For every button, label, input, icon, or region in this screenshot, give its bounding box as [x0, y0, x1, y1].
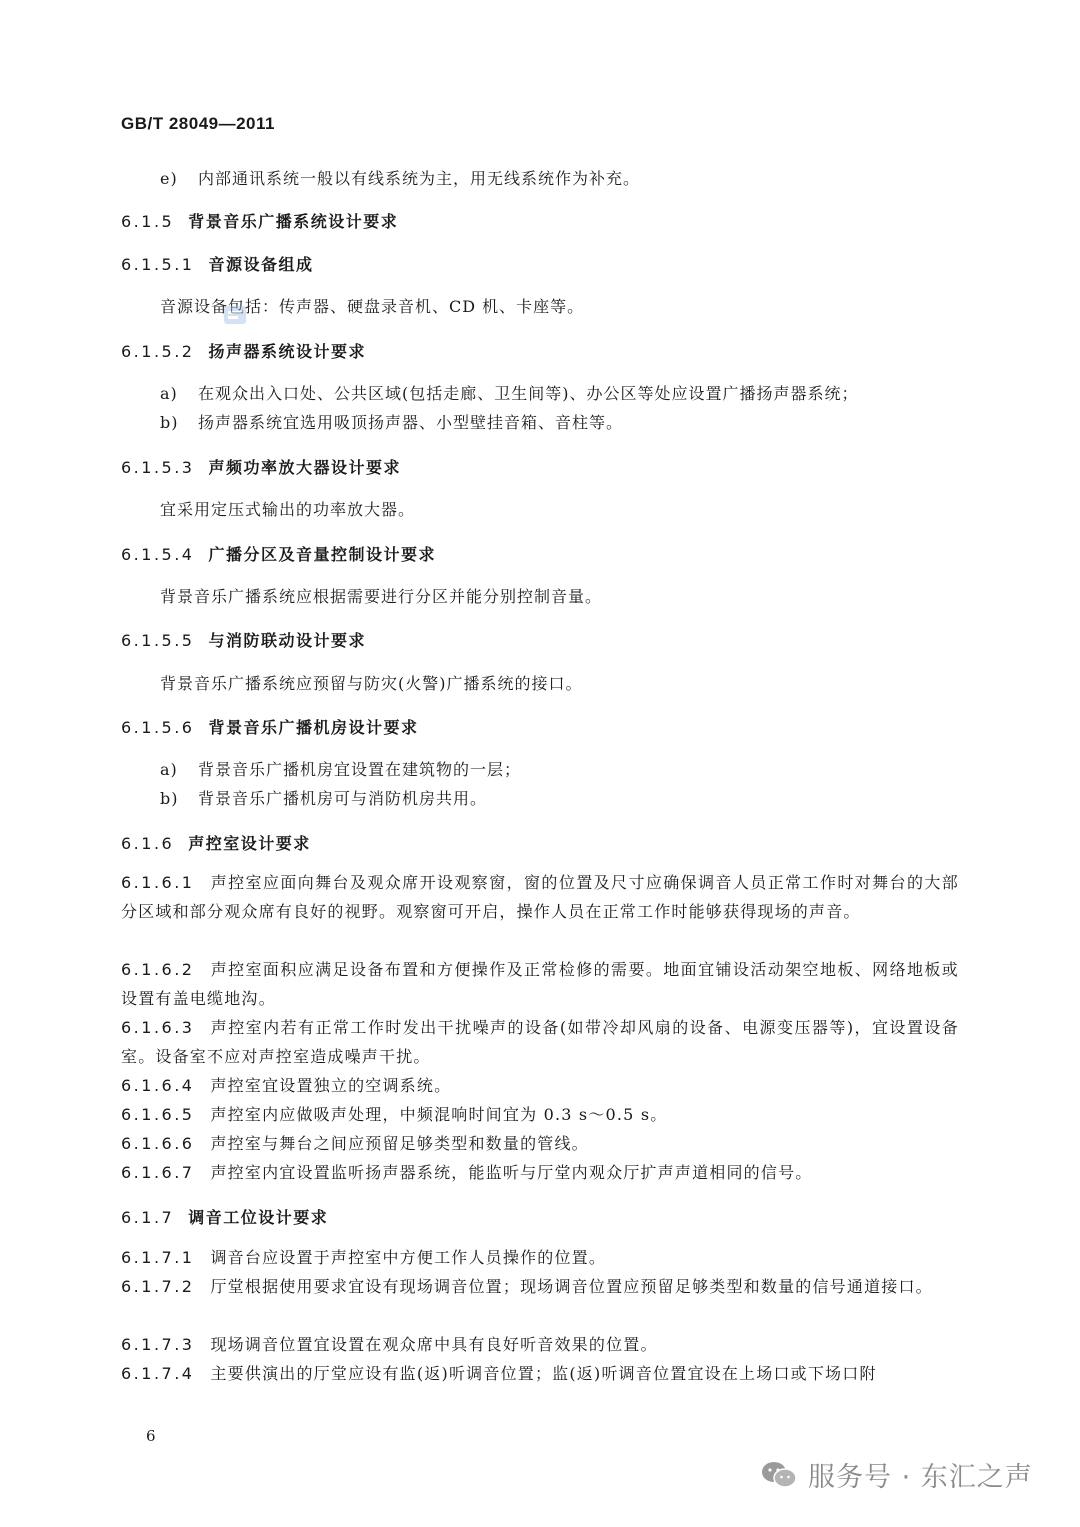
list-item: [160, 166, 640, 189]
wechat-icon: [760, 1460, 798, 1490]
paragraph: 背景音乐广播系统应根据需要进行分区并能分别控制音量。: [160, 587, 603, 606]
section-heading: [121, 252, 314, 275]
clause-number: 6.1.6.3: [121, 1018, 195, 1037]
clause-text: 声控室内宜设置监听扬声器系统，能监听与厅堂内观众厅扩声声道相同的信号。: [210, 1163, 813, 1182]
section-title: 声控室设计要求: [188, 834, 311, 853]
section-title: 音源设备组成: [208, 255, 314, 274]
clause-text: 声控室内应做吸声处理，中频混响时间宜为 0.3 s～0.5 s。: [210, 1105, 668, 1124]
list-item: [160, 410, 623, 433]
standard-number: GB/T 28049—2011: [121, 114, 275, 133]
list-text: 在观众出入口处、公共区域(包括走廊、卫生间等)、办公区等处应设置广播扬声器系统；: [198, 384, 859, 403]
section-heading: [121, 339, 366, 362]
list-label: e): [160, 169, 178, 188]
list-item: [160, 786, 487, 809]
section-heading: [121, 1205, 328, 1228]
clause: [121, 1243, 959, 1272]
clause: [121, 955, 959, 1013]
paragraph: 宜采用定压式输出的功率放大器。: [160, 500, 416, 519]
clause-text: 声控室与舞台之间应预留足够类型和数量的管线。: [210, 1134, 589, 1153]
page-number: 6: [146, 1427, 156, 1445]
clause-number: 6.1.7.2: [121, 1277, 195, 1296]
clause-number: 6.1.6.2: [121, 960, 195, 979]
section-title: 扬声器系统设计要求: [208, 342, 366, 361]
list-text: 扬声器系统宜选用吸顶扬声器、小型壁挂音箱、音柱等。: [198, 413, 624, 432]
clause: [121, 1158, 959, 1187]
list-label: b): [160, 789, 179, 808]
clause-text: 声控室应面向舞台及观众席开设观察窗，窗的位置及尺寸应确保调音人员正常工作时对舞台的大部分区域和部分观众席有良好的视野。观察窗可开启，操作人员在正常工作时能够获得现场的声音。: [121, 873, 959, 921]
watermark: [760, 1455, 1033, 1494]
section-heading: [121, 542, 436, 565]
section-number: 6.1.6: [121, 834, 175, 853]
list-label: b): [160, 413, 179, 432]
section-title: 广播分区及音量控制设计要求: [208, 545, 436, 564]
clause: [121, 868, 959, 926]
list-text: 内部通讯系统一般以有线系统为主，用无线系统作为补充。: [198, 169, 641, 188]
clause-text: 声控室面积应满足设备布置和方便操作及正常检修的需要。地面宜铺设活动架空地板、网络地板或设置有盖电缆地沟。: [121, 960, 959, 1008]
faint-stamp-mark: [222, 302, 248, 328]
clause: [121, 1272, 959, 1301]
list-text: 背景音乐广播机房可与消防机房共用。: [198, 789, 488, 808]
clause: [121, 1330, 959, 1359]
clause-number: 6.1.6.6: [121, 1134, 195, 1153]
section-number: 6.1.5: [121, 212, 175, 231]
section-number: 6.1.5.6: [121, 718, 195, 737]
clause-number: 6.1.7.4: [121, 1364, 195, 1383]
section-title: 与消防联动设计要求: [208, 631, 366, 650]
clause-text: 主要供演出的厅堂应设有监(返)听调音位置；监(返)听调音位置宜设在上场口或下场口附: [210, 1364, 877, 1383]
section-title: 背景音乐广播系统设计要求: [188, 212, 399, 231]
clause-number: 6.1.7.3: [121, 1335, 195, 1354]
list-item: [160, 381, 859, 404]
clause-number: 6.1.6.1: [121, 873, 195, 892]
section-heading: [121, 831, 311, 854]
section-title: 背景音乐广播机房设计要求: [208, 718, 419, 737]
section-title: 声频功率放大器设计要求: [208, 458, 401, 477]
clause-number: 6.1.6.4: [121, 1076, 195, 1095]
section-title: 调音工位设计要求: [188, 1208, 329, 1227]
clause: [121, 1359, 959, 1388]
section-number: 6.1.5.2: [121, 342, 195, 361]
list-label: a): [160, 384, 178, 403]
section-heading: [121, 628, 366, 651]
list-label: a): [160, 760, 178, 779]
clause-text: 声控室内若有正常工作时发出干扰噪声的设备(如带冷却风扇的设备、电源变压器等)，宜设置设备室。设备室不应对声控室造成噪声干扰。: [121, 1018, 959, 1066]
clause-number: 6.1.6.7: [121, 1163, 195, 1182]
section-number: 6.1.5.3: [121, 458, 195, 477]
watermark-text: 服务号 · 东汇之声: [808, 1462, 1033, 1493]
section-number: 6.1.5.1: [121, 255, 195, 274]
list-item: [160, 757, 521, 780]
clause-text: 现场调音位置宜设置在观众席中具有良好听音效果的位置。: [210, 1335, 658, 1354]
section-heading: [121, 715, 419, 738]
section-number: 6.1.5.5: [121, 631, 195, 650]
clause-number: 6.1.6.5: [121, 1105, 195, 1124]
paragraph: 音源设备包括：传声器、硬盘录音机、CD 机、卡座等。: [160, 297, 585, 316]
clause: [121, 1013, 959, 1071]
paragraph: 背景音乐广播系统应预留与防灾(火警)广播系统的接口。: [160, 674, 583, 693]
section-heading: [121, 209, 398, 232]
list-text: 背景音乐广播机房宜设置在建筑物的一层；: [198, 760, 522, 779]
section-heading: [121, 455, 401, 478]
clause: [121, 1100, 959, 1129]
section-number: 6.1.7: [121, 1208, 175, 1227]
clause-text: 声控室宜设置独立的空调系统。: [210, 1076, 452, 1095]
clause-text: 厅堂根据使用要求宜设有现场调音位置；现场调音位置应预留足够类型和数量的信号通道接口。: [210, 1277, 933, 1296]
clause-text: 调音台应设置于声控室中方便工作人员操作的位置。: [210, 1248, 607, 1267]
clause: [121, 1071, 959, 1100]
clause-number: 6.1.7.1: [121, 1248, 195, 1267]
section-number: 6.1.5.4: [121, 545, 195, 564]
clause: [121, 1129, 959, 1158]
